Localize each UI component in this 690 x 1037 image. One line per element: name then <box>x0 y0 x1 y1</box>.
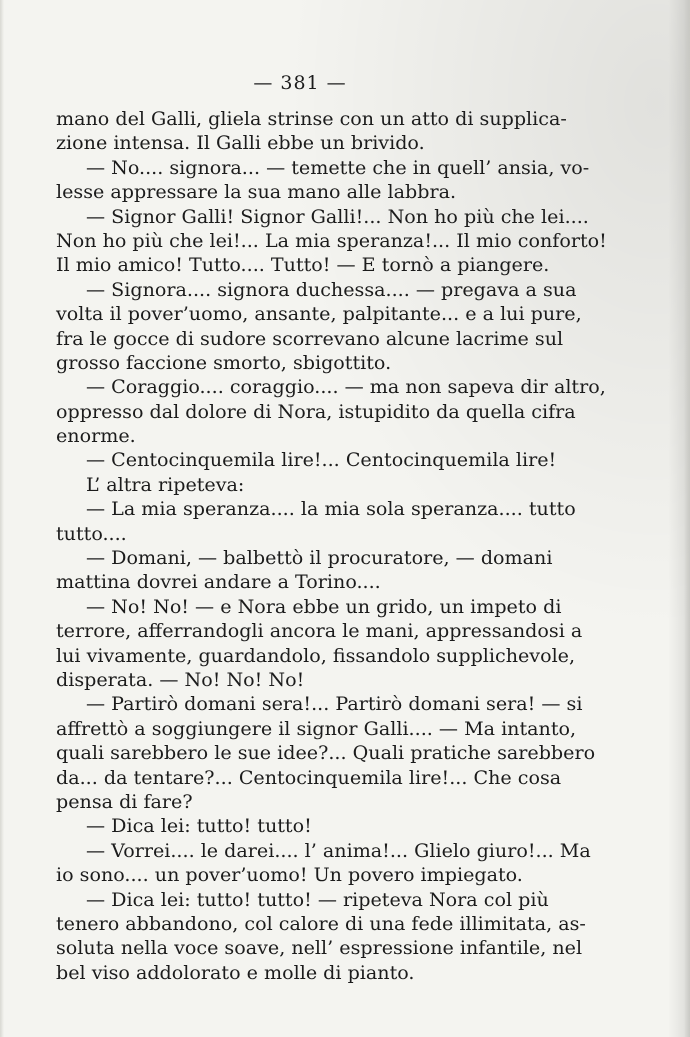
body-text <box>56 107 607 985</box>
text-line: quali sarebbero le sue idee?... Quali pratiche sarebbero <box>56 741 596 765</box>
text-line: — Domani, — balbettò il procuratore, — domani <box>86 546 553 570</box>
text-line: — Partirò domani sera!... Partirò domani sera! — si <box>86 692 583 716</box>
text-line: tenero abbandono, col calore di una fede illimitata, as- <box>56 911 586 935</box>
text-line: Non ho più che lei!... La mia speranza!... Il mio conforto! <box>56 228 607 252</box>
text-line: terrore, afferrandogli ancora le mani, appressandosi a <box>56 619 583 643</box>
text-line: — Coraggio.... coraggio.... — ma non sapeva dir altro, <box>86 375 606 399</box>
text-line: L’ altra ripeteva: <box>86 472 245 496</box>
page-edge-right <box>684 0 690 1037</box>
text-line: — La mia speranza.... la mia sola speranza.... tutto <box>86 497 576 521</box>
text-line: mano del Galli, gliela strinse con un atto di supplica- <box>56 107 567 130</box>
text-line: grosso faccione smorto, sbigottito. <box>56 350 392 374</box>
text-line: — No! No! — e Nora ebbe un grido, un impeto di <box>86 594 562 618</box>
text-line: soluta nella voce soave, nell’ espressione infantile, nel <box>56 936 583 960</box>
page-number: — 381 — <box>253 72 347 94</box>
page-edge-left <box>0 0 4 1037</box>
text-line: — Signora.... signora duchessa.... — pregava a sua <box>86 277 577 301</box>
text-line: fra le gocce di sudore scorrevano alcune lacrime sul <box>56 326 564 350</box>
text-line: enorme. <box>56 424 136 448</box>
text-line: tutto.... <box>56 521 127 545</box>
text-line: mattina dovrei andare a Torino.... <box>56 570 381 594</box>
text-line: — Dica lei: tutto! tutto! — ripeteva Nora col più <box>86 887 549 911</box>
text-line: — Signor Galli! Signor Galli!... Non ho più che lei.... <box>86 204 589 228</box>
text-line: disperata. — No! No! No! <box>56 667 305 691</box>
text-line: io sono.... un pover’uomo! Un povero impiegato. <box>56 863 523 887</box>
text-line: Il mio amico! Tutto.... Tutto! — E tornò a piangere. <box>56 253 550 277</box>
text-line: — Vorrei.... le darei.... l’ anima!... Glielo giuro!... Ma <box>86 838 591 862</box>
text-line: lui vivamente, guardandolo, fissandolo supplichevole, <box>56 643 576 667</box>
text-line: — Centocinquemila lire!... Centocinquemila lire! <box>86 448 557 472</box>
text-line: — Dica lei: tutto! tutto! <box>86 814 312 838</box>
text-line: lesse appressare la sua mano alle labbra. <box>56 180 457 204</box>
text-line: volta il pover’uomo, ansante, palpitante... e a lui pure, <box>56 302 582 326</box>
text-line: pensa di fare? <box>56 789 193 813</box>
text-line: bel viso addolorato e molle di pianto. <box>56 960 415 984</box>
text-line: — No.... signora... — temette che in quell’ ansia, vo- <box>86 155 590 179</box>
text-line: affrettò a soggiungere il signor Galli.... — Ma intanto, <box>56 716 577 740</box>
text-line: oppresso dal dolore di Nora, istupidito da quella cifra <box>56 399 576 423</box>
text-line: zione intensa. Il Galli ebbe un brivido. <box>56 131 425 155</box>
text-line: da... da tentare?... Centocinquemila lire!... Che cosa <box>56 765 562 789</box>
